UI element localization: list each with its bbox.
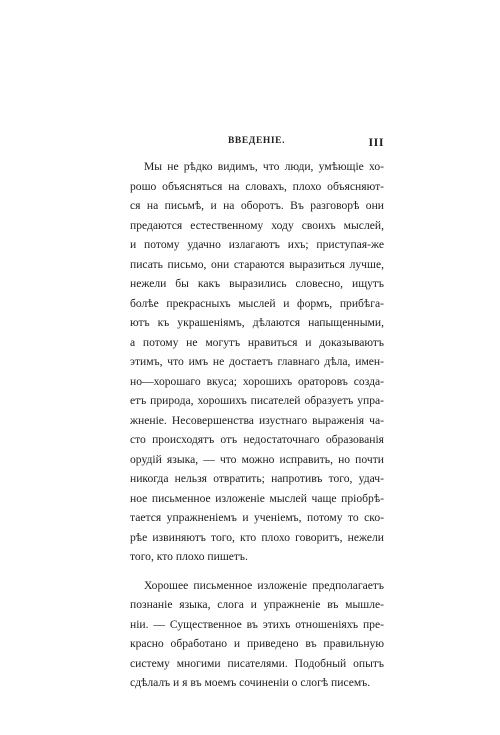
- text-line: сто происходятъ отъ недостаточнаго образованія: [130, 433, 384, 446]
- text-line: жненіе. Несовершенства изустнаго выраженія ча-: [130, 413, 384, 427]
- text-line: а потому не могутъ нравиться и доказываютъ: [130, 335, 384, 349]
- page-number: III: [368, 135, 384, 149]
- running-header: [130, 136, 384, 152]
- text-line: рошо объясняться на словахъ, плохо объясняют-: [130, 179, 384, 193]
- running-title: ВВЕДЕНІЕ.: [228, 136, 286, 146]
- text-line: орудій языка, — что можно исправить, но почти: [130, 452, 384, 466]
- text-line: систему многими писателями. Подобный опытъ: [130, 656, 384, 670]
- text-line: этимъ, что имъ не достаетъ главнаго дѣла, имен-: [130, 355, 384, 368]
- text-line: сдѣлалъ и я въ моемъ сочиненіи о слогѣ писемъ.: [130, 676, 371, 689]
- text-line: болѣе прекрасныхъ мыслей и формъ, прибѣга-: [130, 296, 384, 310]
- paragraph: [130, 576, 384, 693]
- text-line: ютъ къ украшеніямъ, дѣлаются напыщенными,: [130, 316, 384, 329]
- text-line: красно обработано и приведено въ правильную: [130, 637, 384, 650]
- text-line: того, кто плохо пишетъ.: [130, 550, 248, 563]
- text-line: ся на письмѣ, и на оборотъ. Въ разговорѣ они: [130, 199, 384, 212]
- text-line: етъ природа, хорошихъ писателей образуетъ упра-: [130, 394, 384, 407]
- paragraph: [130, 157, 384, 567]
- text-line: ное письменное изложеніе мыслей чаще пріобрѣ-: [130, 491, 384, 505]
- text-line: Хорошее письменное изложеніе предполагаетъ: [144, 578, 384, 592]
- text-line: Мы не рѣдко видимъ, что люди, умѣющіе хо-: [144, 160, 384, 173]
- text-line: нежели бы какъ выразились словесно, ищутъ: [130, 277, 384, 290]
- body-text: [130, 157, 384, 693]
- text-line: ніи. — Существенное въ этихъ отношеніяхъ пре-: [130, 617, 384, 631]
- text-line: познаніе языка, слога и упражненіе въ мышле-: [130, 598, 384, 611]
- text-line: никогда нельзя отвратить; напротивъ того, удач-: [130, 472, 384, 485]
- text-line: предаются естественному ходу своихъ мыслей,: [130, 218, 384, 232]
- text-line: но—хорошаго вкуса; хорошихъ ораторовъ созда-: [130, 374, 384, 388]
- text-line: тается упражненіемъ и ученіемъ, потому то ско-: [130, 511, 384, 524]
- text-line: рѣе извиняютъ того, кто плохо говоритъ, нежели: [130, 530, 384, 544]
- text-line: и потому удачно излагаютъ ихъ; приступая-же: [130, 238, 384, 251]
- text-line: писать письмо, они стараются выразиться лучше,: [130, 257, 384, 271]
